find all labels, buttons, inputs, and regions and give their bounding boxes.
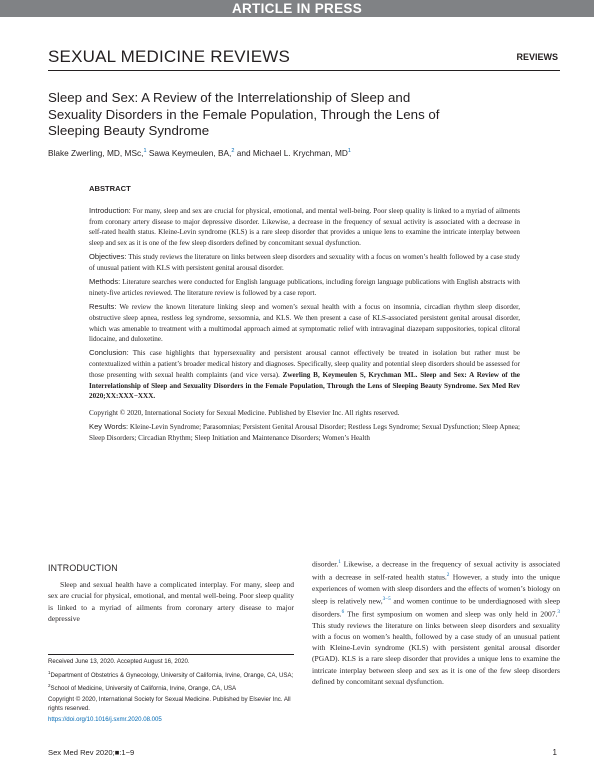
footnotes	[48, 658, 294, 726]
paragraph-text: Literature searches were conducted for English language publications, including foreign language publications with English abstracts with ninety-five articles reviewed. The literature review is followed by a case report.	[89, 278, 520, 297]
abstract-introduction	[89, 206, 520, 249]
reference-sup[interactable]: 3	[557, 608, 560, 615]
article-title: Sleep and Sex: A Review of the Interrelationship of Sleep and Sexuality Disorders in the Female Population, Through the Lens of Sleeping Beauty Syndrome	[48, 90, 440, 138]
affiliation-sup[interactable]: 2	[231, 148, 235, 155]
journal-title: SEXUAL MEDICINE REVIEWS	[48, 47, 291, 66]
author-name: Blake Zwerling, MD, MSc,	[48, 148, 144, 158]
reference-sup[interactable]: 1	[338, 559, 341, 565]
section-label: REVIEWS	[516, 52, 558, 62]
section-label: Objectives:	[89, 252, 127, 262]
abstract-objectives	[89, 252, 520, 273]
paragraph-text: This study reviews the literature on links between sleep disorders and sexuality with a focus on women’s health followed by a case study of unusual patient with KLS with persistent genital arousal disorder.	[89, 253, 520, 273]
abstract-results	[89, 302, 520, 345]
abstract-heading: ABSTRACT	[89, 184, 131, 193]
received-dates: Received June 13, 2020. Accepted August 16, 2020.	[48, 658, 190, 665]
text-run: The first symposium on women and sleep was only held in 2007.	[344, 609, 558, 619]
affiliation-text: School of Medicine, University of California, Irvine, Orange, CA, USA	[50, 685, 237, 693]
text-run: and women continue to be underdiagnosed with sleep disorders.	[312, 596, 560, 619]
affiliation-1	[48, 669, 294, 681]
introduction-continued	[312, 557, 560, 687]
abstract-body	[89, 206, 520, 447]
affiliation-sup[interactable]: 1	[143, 148, 147, 155]
reference-sup[interactable]: 6	[341, 608, 345, 615]
introduction-heading: INTRODUCTION	[48, 563, 118, 573]
paragraph-text: This case highlights that hypersexuality and persistent arousal cannot effectively be treated in isolation but rather must be contextualized within a patient’s broader medical history and diagnoses. Specifically, sleep quality and potential sleep disorders should be assessed for those presenting with sexual health complaints (and vice versa).	[89, 349, 520, 379]
doi-link[interactable]: https://doi.org/10.1016/j.sxmr.2020.08.005	[48, 715, 162, 723]
section-label: Results:	[89, 302, 117, 312]
right-column	[312, 557, 560, 687]
footnote-rule	[48, 654, 294, 655]
abstract-copyright: Copyright © 2020, International Society for Sexual Medicine. Published by Elsevier Inc. All rights reserved.	[89, 408, 400, 417]
abstract-conclusion	[89, 348, 520, 402]
abstract-methods	[89, 277, 520, 298]
text-run: Likewise, a decrease in the frequency of sexual activity is associated with a decrease in self-rated health status.	[312, 559, 560, 582]
affiliation-number: 1	[48, 669, 51, 675]
keywords-label: Key Words:	[89, 422, 129, 432]
section-label: Methods:	[89, 277, 121, 287]
keywords-text: Kleine-Levin Syndrome; Parasomnias; Persistent Genital Arousal Disorder; Restless Legs Syndrome; Sexual Dysfunction; Sleep Apnea; Sleep Disorders; Circadian Rhythm; Sleep Initiation and Maintenance Disorders; Women’s Health	[89, 423, 520, 442]
author-name: Sawa Keymeulen, BA,	[148, 148, 232, 158]
paragraph-text: For many, sleep and sex are crucial for physical, emotional, and mental well-being. Poor sleep quality is linked to a myriad of ailments from coronary artery disease to major depressive disorder. Likewise, a decrease in the frequency of sexual activity is associated with a decrease in self-rated health status. Kleine-Levin syndrome (KLS) is a rare sleep disorder that provides a unique lens to examine the intricate interplay between sleep and sex as it is one of the few sleep disorders defined by concomitant sexual dysfunction.	[89, 207, 520, 248]
author-name: and Michael L. Krychman, MD	[236, 148, 348, 158]
author-list	[48, 148, 351, 158]
affiliation-number: 2	[48, 683, 51, 689]
paragraph-text: We review the known literature linking sleep and women’s sexual health with a focus on insomnia, circadian rhythm sleep disorder, obstructive sleep apnea, restless leg syndrome, sexsomnia, and KLS. We then present a case of KLS-associated persistent genital arousal disorder, which was amenable to treatment with a multimodal approach aimed at symptomatic relief with intravaginal diazepam suppositories, topical clitoral lidocaine, and duloxetine.	[89, 303, 520, 344]
text-run: disorder.	[312, 559, 339, 569]
footnote-copyright: Copyright © 2020, International Society for Sexual Medicine. Published by Elsevier Inc. All rights reserved.	[48, 696, 291, 712]
section-label: Conclusion:	[89, 348, 129, 358]
article-in-press-banner: ARTICLE IN PRESS	[0, 0, 594, 17]
affiliation-text: Department of Obstetrics & Gynecology, University of California, Irvine, Orange, CA, USA;	[50, 671, 294, 679]
reference-sup[interactable]: 3−5	[382, 595, 391, 602]
text-run: This study reviews the literature on links between sleep disorders and sexuality with a focus on women’s health, followed by a case study of an unusual patient with Kleine-Levin syndrome (KLS) with persistent genital arousal disorder (PGAD). KLS is a rare sleep disorder that provides a unique lens to examine the intricate interplay between sleep and sex as it is one of the few sleep disorders defined by concomitant sexual dysfunction.	[312, 620, 560, 687]
abstract-citation: Zwerling B, Keymeulen S, Krychman ML. Sleep and Sex: A Review of the Interrelationship of Sleep and Sexuality Disorders in the Female Population, Through the Lens of Sleeping Beauty Syndrome. Sex Med Rev 2020;XX:XXX−XXX.	[89, 370, 520, 401]
affiliation-sup[interactable]: 1	[347, 148, 351, 155]
introduction-paragraph: Sleep and sexual health have a complicated interplay. For many, sleep and sex are crucial for physical, emotional, and mental well-being. Poor sleep quality is linked to a myriad of ailments from coronary artery disease to major depressive	[48, 580, 294, 623]
section-label: Introduction:	[89, 206, 131, 215]
left-column	[48, 563, 294, 624]
affiliation-2	[48, 682, 294, 694]
text-run: However, a study into the unique experiences of women with sleep disorders and the effects of women’s biology on sleep is relatively new,	[312, 572, 560, 606]
page-number: 1	[552, 748, 557, 757]
abstract-keywords	[89, 422, 520, 443]
header-rule	[48, 70, 560, 71]
reference-sup[interactable]: 2	[446, 571, 450, 578]
footer-citation: Sex Med Rev 2020;■:1−9	[48, 748, 135, 757]
